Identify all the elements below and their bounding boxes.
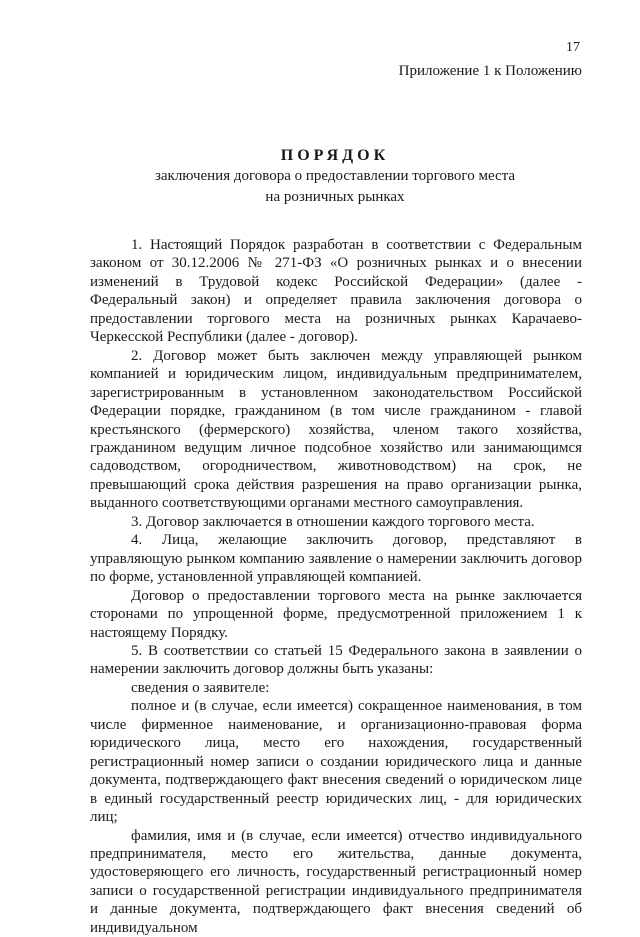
appendix-label: Приложение 1 к Положению [399, 63, 582, 80]
document-subtitle-line-1: заключения договора о предоставлении торгового места [90, 167, 580, 186]
paragraph-applicant-info: сведения о заявителе: [90, 679, 582, 697]
paragraph-4: 4. Лица, желающие заключить договор, представляют в управляющую рынком компанию заявление о намерении заключить договор по форме, установленной управляющей компанией. [90, 531, 582, 586]
paragraph-1: 1. Настоящий Порядок разработан в соответствии с Федеральным законом от 30.12.2006 № 271-ФЗ «О розничных рынках и о внесении изменений в Трудовой кодекс Российской Федерации» (далее - Федеральный закон) и определяет правила заключения договора о предоставлении торгового места на розничных рынках Карачаево-Черкесской Республики (далее - договор). [90, 236, 582, 347]
title-block [90, 147, 580, 207]
paragraph-2: 2. Договор может быть заключен между управляющей рынком компанией и юридическим лицом, индивидуальным предпринимателем, зарегистрированным в установленном законодательством Российской Федерации порядке, гражданином (в том числе гражданином - главой крестьянского (фермерского) хозяйства, членом такого хозяйства, гражданином ведущим личное подсобное хозяйство или занимающимся садоводством, огородничеством, животноводством) на срок, не превышающий срока действия разрешения на право организации рынка, выданного соответствующими органами местного самоуправления. [90, 347, 582, 513]
document-subtitle-line-2: на розничных рынках [90, 188, 580, 207]
page-number: 17 [566, 40, 580, 56]
paragraph-4-continued: Договор о предоставлении торгового места на рынке заключается сторонами по упрощенной форме, предусмотренной приложением 1 к настоящему Порядку. [90, 587, 582, 642]
paragraph-legal-entity: полное и (в случае, если имеется) сокращенное наименования, в том числе фирменное наименование, и организационно-правовая форма юридического лица, место его нахождения, государственный регистрационный номер записи о создании юридического лица и данные документа, подтверждающего факт внесения сведений о юридическом лице в единый государственный реестр юридических лиц, - для юридических лиц; [90, 697, 582, 826]
document-title: ПОРЯДОК [90, 147, 580, 165]
paragraph-individual-entrepreneur: фамилия, имя и (в случае, если имеется) отчество индивидуального предпринимателя, место его жительства, данные документа, удостоверяющего его личность, государственный регистрационный номер записи о государственной регистрации индивидуального предпринимателя и данные документа, подтверждающего факт внесения сведений об индивидуальном [90, 827, 582, 937]
paragraph-3: 3. Договор заключается в отношении каждого торгового места. [90, 513, 582, 531]
paragraph-5: 5. В соответствии со статьей 15 Федерального закона в заявлении о намерении заключить договор должны быть указаны: [90, 642, 582, 679]
document-body [90, 236, 582, 937]
